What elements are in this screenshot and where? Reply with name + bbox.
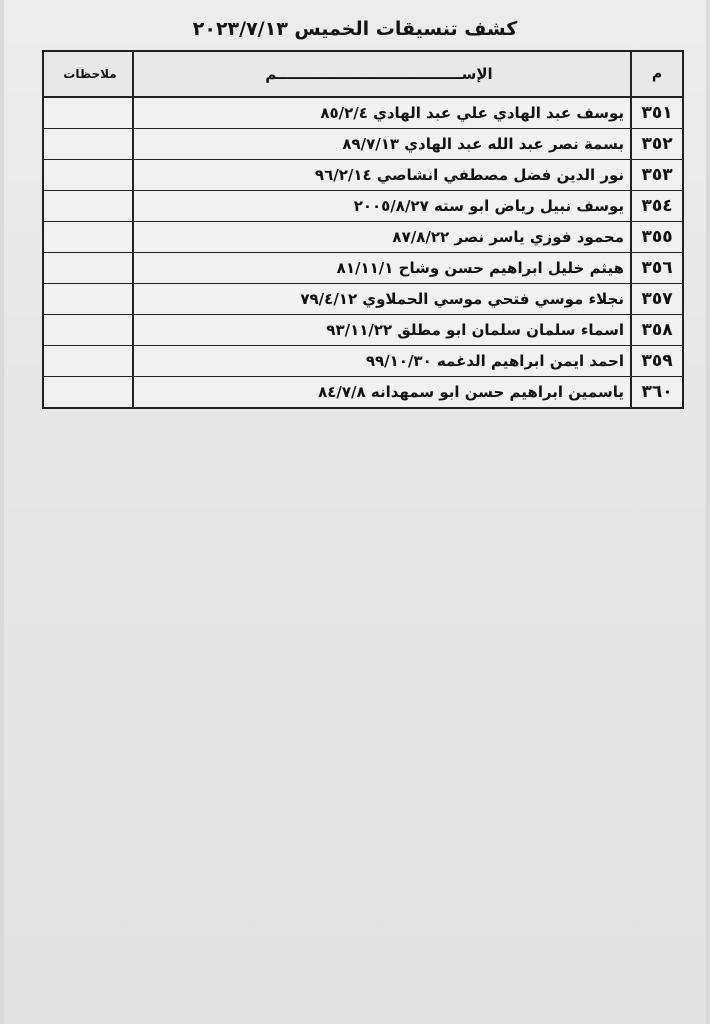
row-notes: [48, 346, 132, 376]
table-row: [44, 129, 682, 160]
row-number: ٣٥٥: [630, 222, 682, 252]
row-notes: [48, 253, 132, 283]
row-notes: [48, 98, 132, 128]
table-row: [44, 284, 682, 315]
row-number: ٣٥٦: [630, 253, 682, 283]
header-name: الإســــــــــــــــــــــــــــــــــــم: [132, 52, 630, 96]
document-page: [4, 0, 706, 1024]
row-number: ٣٥٣: [630, 160, 682, 190]
row-number: ٣٥٢: [630, 129, 682, 159]
row-number: ٣٥٩: [630, 346, 682, 376]
row-name: اسماء سلمان سلمان ابو مطلق ٩٣/١١/٢٢: [132, 315, 630, 345]
table-row: [44, 191, 682, 222]
header-notes: ملاحظات: [63, 67, 117, 81]
row-name: نجلاء موسي فتحي موسي الحملاوي ٧٩/٤/١٢: [132, 284, 630, 314]
table-header-row: [44, 52, 682, 98]
row-number: ٣٥٤: [630, 191, 682, 221]
row-name: احمد ايمن ابراهيم الدغمه ٩٩/١٠/٣٠: [132, 346, 630, 376]
row-name: يوسف عبد الهادي علي عبد الهادي ٨٥/٢/٤: [132, 98, 630, 128]
table-row: [44, 377, 682, 407]
table-row: [44, 98, 682, 129]
row-number: ٣٦٠: [630, 377, 682, 407]
row-name: نور الدين فضل مصطفي انشاصي ٩٦/٢/١٤: [132, 160, 630, 190]
row-notes: [48, 191, 132, 221]
row-notes: [48, 160, 132, 190]
row-notes: [48, 284, 132, 314]
row-name: محمود فوزي ياسر نصر ٨٧/٨/٢٢: [132, 222, 630, 252]
row-name: هيثم خليل ابراهيم حسن وشاح ٨١/١١/١: [132, 253, 630, 283]
row-notes: [48, 315, 132, 345]
table-row: [44, 346, 682, 377]
table-row: [44, 222, 682, 253]
row-name: ياسمين ابراهيم حسن ابو سمهدانه ٨٤/٧/٨: [132, 377, 630, 407]
table-row: [44, 253, 682, 284]
row-number: ٣٥٨: [630, 315, 682, 345]
row-name: يوسف نبيل رياض ابو سته ٢٠٠٥/٨/٢٧: [132, 191, 630, 221]
table-row: [44, 315, 682, 346]
header-number: م: [630, 52, 682, 96]
table-row: [44, 160, 682, 191]
row-number: ٣٥١: [630, 98, 682, 128]
coordination-table: [42, 50, 684, 409]
row-number: ٣٥٧: [630, 284, 682, 314]
row-notes: [48, 377, 132, 407]
document-title: كشف تنسيقات الخميس ٢٠٢٣/٧/١٣: [192, 18, 518, 40]
row-notes: [48, 222, 132, 252]
row-name: بسمة نصر عبد الله عبد الهادي ٨٩/٧/١٣: [132, 129, 630, 159]
row-notes: [48, 129, 132, 159]
